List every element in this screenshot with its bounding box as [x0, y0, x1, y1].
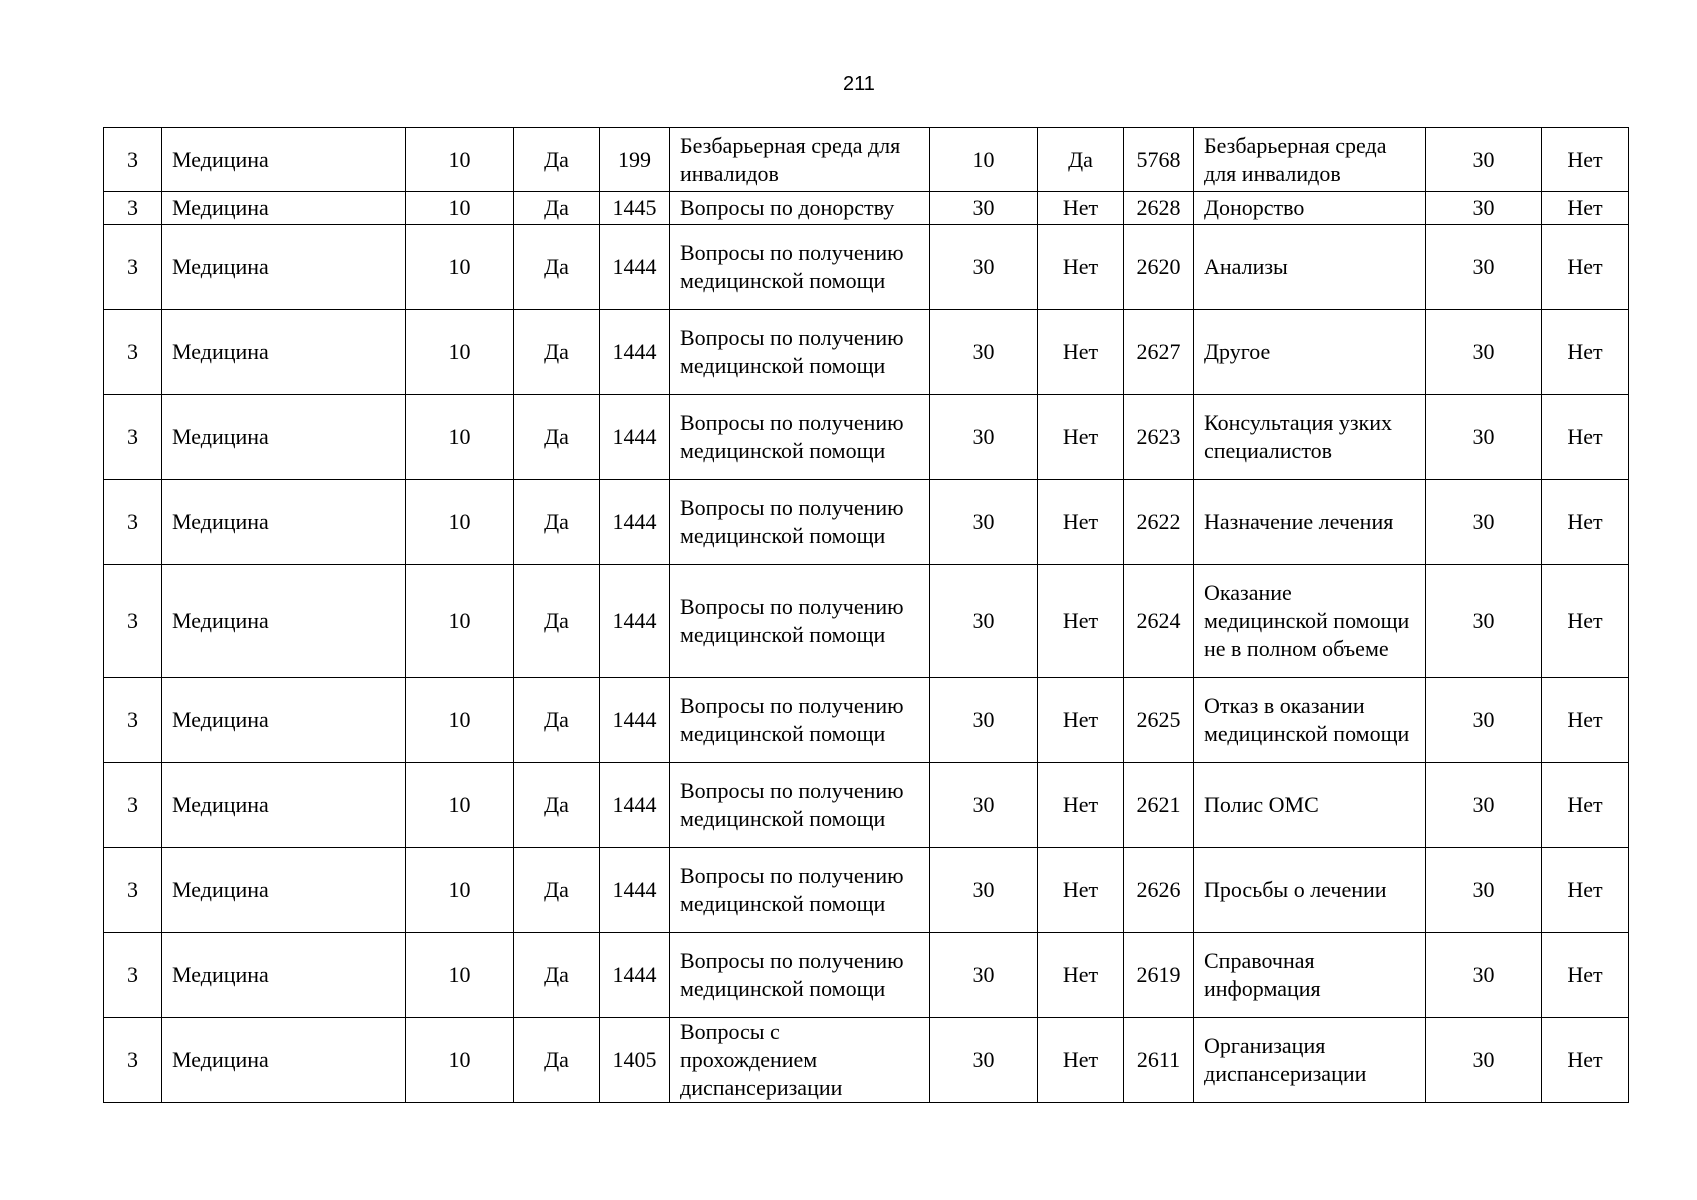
topic-code-cell: 199 — [600, 128, 670, 192]
category-flag-cell: Да — [514, 678, 600, 763]
category-flag-cell: Да — [514, 763, 600, 848]
category-flag-cell: Да — [514, 225, 600, 310]
category-flag-cell: Да — [514, 395, 600, 480]
subtopic-days-cell: 30 — [1426, 395, 1542, 480]
subtopic-cell: Назначение лечения — [1194, 480, 1426, 565]
topic-code-cell: 1444 — [600, 678, 670, 763]
level-cell: 3 — [104, 225, 162, 310]
subtopic-code-cell: 2628 — [1124, 192, 1194, 225]
subtopic-code-cell: 2622 — [1124, 480, 1194, 565]
table-row — [104, 565, 1629, 678]
subtopic-code-cell: 2624 — [1124, 565, 1194, 678]
topic-days-cell: 30 — [930, 678, 1038, 763]
topic-days-cell: 30 — [930, 848, 1038, 933]
category-flag-cell: Да — [514, 1018, 600, 1103]
topic-cell: Вопросы по получению медицинской помощи — [670, 225, 930, 310]
topic-flag-cell: Нет — [1038, 310, 1124, 395]
category-cell: Медицина — [162, 933, 406, 1018]
subtopic-flag-cell: Нет — [1542, 225, 1629, 310]
subtopic-days-cell: 30 — [1426, 192, 1542, 225]
category-days-cell: 10 — [406, 192, 514, 225]
category-cell: Медицина — [162, 310, 406, 395]
level-cell: 3 — [104, 565, 162, 678]
topic-days-cell: 30 — [930, 192, 1038, 225]
table-row — [104, 480, 1629, 565]
subtopic-flag-cell: Нет — [1542, 192, 1629, 225]
level-cell: 3 — [104, 192, 162, 225]
category-days-cell: 10 — [406, 678, 514, 763]
topic-flag-cell: Нет — [1038, 480, 1124, 565]
topic-days-cell: 30 — [930, 565, 1038, 678]
category-days-cell: 10 — [406, 480, 514, 565]
topic-flag-cell: Нет — [1038, 848, 1124, 933]
table-row — [104, 310, 1629, 395]
level-cell: 3 — [104, 1018, 162, 1103]
topic-flag-cell: Нет — [1038, 565, 1124, 678]
subtopic-flag-cell: Нет — [1542, 763, 1629, 848]
topic-cell: Вопросы по получению медицинской помощи — [670, 678, 930, 763]
level-cell: 3 — [104, 763, 162, 848]
topic-code-cell: 1444 — [600, 848, 670, 933]
category-cell: Медицина — [162, 225, 406, 310]
level-cell: 3 — [104, 310, 162, 395]
category-flag-cell: Да — [514, 310, 600, 395]
level-cell: 3 — [104, 128, 162, 192]
category-flag-cell: Да — [514, 192, 600, 225]
subtopic-cell: Другое — [1194, 310, 1426, 395]
subtopic-flag-cell: Нет — [1542, 565, 1629, 678]
category-days-cell: 10 — [406, 848, 514, 933]
level-cell: 3 — [104, 933, 162, 1018]
subtopic-code-cell: 5768 — [1124, 128, 1194, 192]
category-flag-cell: Да — [514, 128, 600, 192]
topic-days-cell: 30 — [930, 480, 1038, 565]
category-flag-cell: Да — [514, 848, 600, 933]
topic-days-cell: 30 — [930, 395, 1038, 480]
category-days-cell: 10 — [406, 225, 514, 310]
subtopic-code-cell: 2625 — [1124, 678, 1194, 763]
category-days-cell: 10 — [406, 933, 514, 1018]
category-cell: Медицина — [162, 565, 406, 678]
topic-cell: Вопросы по получению медицинской помощи — [670, 763, 930, 848]
topic-code-cell: 1444 — [600, 225, 670, 310]
subtopic-flag-cell: Нет — [1542, 933, 1629, 1018]
subtopic-code-cell: 2627 — [1124, 310, 1194, 395]
subtopic-days-cell: 30 — [1426, 480, 1542, 565]
category-cell: Медицина — [162, 848, 406, 933]
subtopic-days-cell: 30 — [1426, 225, 1542, 310]
table-row — [104, 395, 1629, 480]
category-days-cell: 10 — [406, 1018, 514, 1103]
topic-flag-cell: Нет — [1038, 1018, 1124, 1103]
table-row — [104, 678, 1629, 763]
subtopic-days-cell: 30 — [1426, 1018, 1542, 1103]
subtopic-cell: Оказание медицинской помощи не в полном объеме — [1194, 565, 1426, 678]
table-row — [104, 848, 1629, 933]
topic-code-cell: 1444 — [600, 933, 670, 1018]
subtopic-flag-cell: Нет — [1542, 395, 1629, 480]
subtopic-days-cell: 30 — [1426, 763, 1542, 848]
topic-code-cell: 1405 — [600, 1018, 670, 1103]
topic-cell: Вопросы по получению медицинской помощи — [670, 310, 930, 395]
category-flag-cell: Да — [514, 933, 600, 1018]
table-row — [104, 225, 1629, 310]
category-cell: Медицина — [162, 192, 406, 225]
topic-flag-cell: Нет — [1038, 678, 1124, 763]
topic-flag-cell: Нет — [1038, 763, 1124, 848]
topic-days-cell: 30 — [930, 763, 1038, 848]
topic-flag-cell: Да — [1038, 128, 1124, 192]
subtopic-code-cell: 2611 — [1124, 1018, 1194, 1103]
subtopic-cell: Донорство — [1194, 192, 1426, 225]
subtopic-cell: Просьбы о лечении — [1194, 848, 1426, 933]
topic-cell: Безбарьерная среда для инвалидов — [670, 128, 930, 192]
subtopic-flag-cell: Нет — [1542, 128, 1629, 192]
table-row — [104, 128, 1629, 192]
subtopic-days-cell: 30 — [1426, 933, 1542, 1018]
table-row — [104, 1018, 1629, 1103]
table-row — [104, 933, 1629, 1018]
topic-days-cell: 30 — [930, 225, 1038, 310]
subtopic-flag-cell: Нет — [1542, 848, 1629, 933]
topic-flag-cell: Нет — [1038, 933, 1124, 1018]
topic-cell: Вопросы по получению медицинской помощи — [670, 848, 930, 933]
category-cell: Медицина — [162, 128, 406, 192]
category-days-cell: 10 — [406, 565, 514, 678]
subtopic-days-cell: 30 — [1426, 128, 1542, 192]
category-cell: Медицина — [162, 395, 406, 480]
topic-days-cell: 30 — [930, 933, 1038, 1018]
topic-code-cell: 1444 — [600, 565, 670, 678]
category-flag-cell: Да — [514, 480, 600, 565]
category-cell: Медицина — [162, 1018, 406, 1103]
subtopic-flag-cell: Нет — [1542, 480, 1629, 565]
subtopic-cell: Полис ОМС — [1194, 763, 1426, 848]
category-cell: Медицина — [162, 480, 406, 565]
topic-cell: Вопросы по донорству — [670, 192, 930, 225]
level-cell: 3 — [104, 480, 162, 565]
subtopic-cell: Организация диспансеризации — [1194, 1018, 1426, 1103]
subtopic-flag-cell: Нет — [1542, 678, 1629, 763]
category-days-cell: 10 — [406, 128, 514, 192]
subtopic-days-cell: 30 — [1426, 565, 1542, 678]
subtopic-cell: Справочная информация — [1194, 933, 1426, 1018]
subtopic-cell: Консультация узких специалистов — [1194, 395, 1426, 480]
subtopic-code-cell: 2620 — [1124, 225, 1194, 310]
topic-flag-cell: Нет — [1038, 395, 1124, 480]
subtopic-code-cell: 2623 — [1124, 395, 1194, 480]
subtopic-days-cell: 30 — [1426, 310, 1542, 395]
level-cell: 3 — [104, 678, 162, 763]
category-cell: Медицина — [162, 763, 406, 848]
topic-days-cell: 30 — [930, 1018, 1038, 1103]
subtopic-flag-cell: Нет — [1542, 310, 1629, 395]
subtopic-cell: Отказ в оказании медицинской помощи — [1194, 678, 1426, 763]
subtopic-code-cell: 2626 — [1124, 848, 1194, 933]
category-days-cell: 10 — [406, 763, 514, 848]
category-cell: Медицина — [162, 678, 406, 763]
topic-flag-cell: Нет — [1038, 225, 1124, 310]
subtopic-days-cell: 30 — [1426, 848, 1542, 933]
topic-cell: Вопросы по получению медицинской помощи — [670, 933, 930, 1018]
topic-days-cell: 30 — [930, 310, 1038, 395]
topic-cell: Вопросы по получению медицинской помощи — [670, 565, 930, 678]
topic-cell: Вопросы с прохождением диспансеризации — [670, 1018, 930, 1103]
level-cell: 3 — [104, 395, 162, 480]
topic-flag-cell: Нет — [1038, 192, 1124, 225]
subtopic-code-cell: 2619 — [1124, 933, 1194, 1018]
classification-table — [103, 127, 1629, 1103]
subtopic-cell: Безбарьерная среда для инвалидов — [1194, 128, 1426, 192]
page-number: 211 — [843, 73, 875, 95]
subtopic-cell: Анализы — [1194, 225, 1426, 310]
topic-code-cell: 1445 — [600, 192, 670, 225]
subtopic-flag-cell: Нет — [1542, 1018, 1629, 1103]
subtopic-days-cell: 30 — [1426, 678, 1542, 763]
topic-cell: Вопросы по получению медицинской помощи — [670, 395, 930, 480]
topic-days-cell: 10 — [930, 128, 1038, 192]
topic-code-cell: 1444 — [600, 310, 670, 395]
category-flag-cell: Да — [514, 565, 600, 678]
topic-code-cell: 1444 — [600, 763, 670, 848]
level-cell: 3 — [104, 848, 162, 933]
topic-cell: Вопросы по получению медицинской помощи — [670, 480, 930, 565]
table-row — [104, 763, 1629, 848]
category-days-cell: 10 — [406, 395, 514, 480]
category-days-cell: 10 — [406, 310, 514, 395]
topic-code-cell: 1444 — [600, 395, 670, 480]
table-row — [104, 192, 1629, 225]
topic-code-cell: 1444 — [600, 480, 670, 565]
subtopic-code-cell: 2621 — [1124, 763, 1194, 848]
